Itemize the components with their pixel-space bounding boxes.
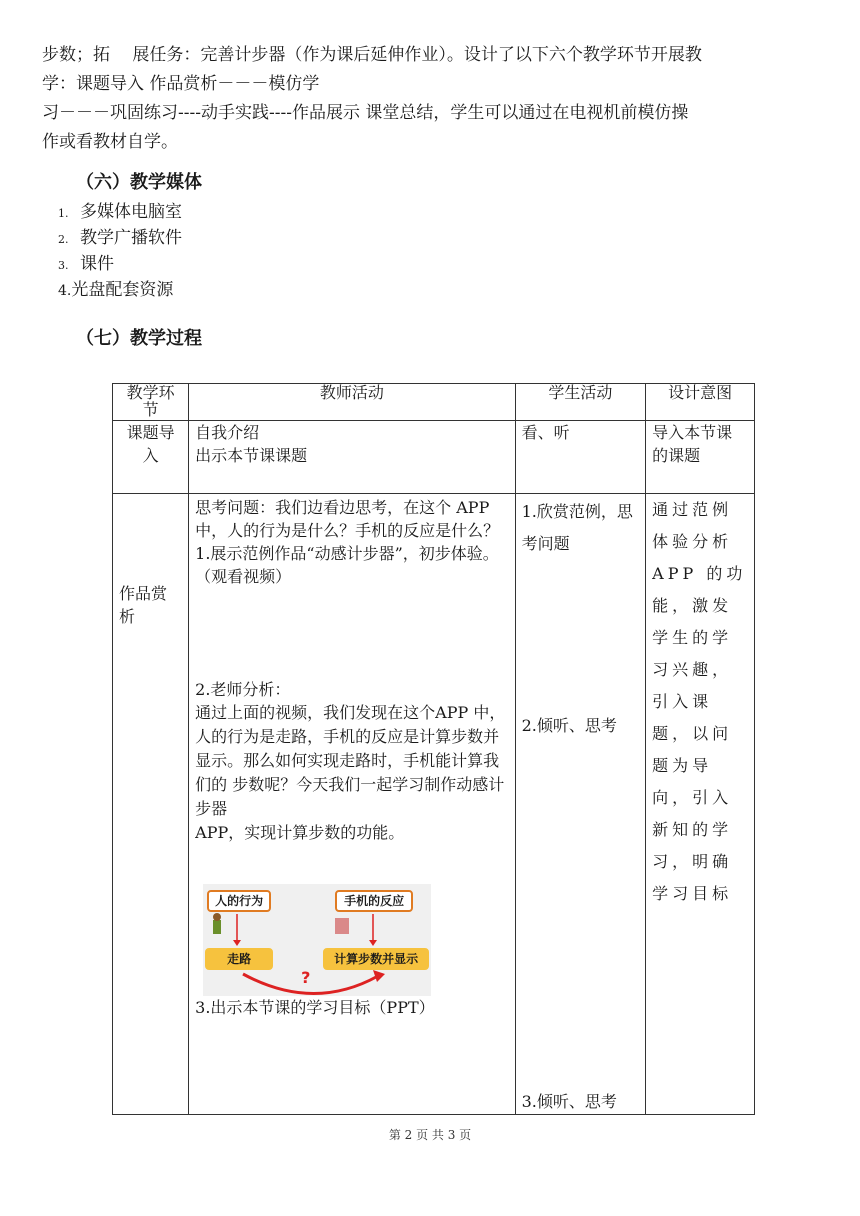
diagram-box-count: 计算步数并显示 [323,948,429,970]
table-row [113,421,755,494]
media-item [58,225,182,251]
teaching-process-table [112,383,755,1115]
teacher-paragraph-1b: （观看视频） [195,567,292,586]
page-footer: 第 2 页 共 3 页 [388,1128,472,1142]
table-header-row [113,384,755,421]
teacher-paragraph-2b: APP，实现计算步数的功能。 [195,823,405,842]
teacher-paragraph-3: 3.出示本节课的学习目标（PPT） [195,998,435,1017]
media-item-text: 教学广播软件 [80,228,182,248]
stage-cell [113,494,189,1115]
student-cell: 看、听 [515,421,646,494]
diagram-arrows [203,884,431,996]
stage-label: 作品赏析 [119,584,168,626]
stage-cell: 课题导入 [113,421,189,494]
diagram-box-behavior: 人的行为 [207,890,271,912]
design-cell [646,494,755,1115]
intro-line-3: 习－－－巩固练习----动手实践----作品展示 课堂总结，学生可以通过在电视机前模仿操 [42,103,689,123]
diagram-box-walk: 走路 [205,948,273,970]
media-item-number: 2. [58,233,69,246]
diagram-box-reaction: 手机的反应 [335,890,413,912]
media-item-number: 4. [58,283,72,299]
media-list [58,199,182,303]
student-activity-1: 1.欣赏范例，思考问题 [521,502,633,553]
media-item-text: 光盘配套资源 [71,280,174,300]
header-teacher: 教师活动 [189,384,515,421]
student-activity-2: 2.倾听、思考 [521,716,617,735]
teacher-cell [189,421,515,494]
intro-line-1: 步数；拓 展任务：完善计步器（作为课后延伸作业）。设计了以下六个教学环节开展教 [42,45,702,65]
teacher-paragraph-2-title: 2.老师分析： [195,680,291,699]
behavior-reaction-diagram [203,884,431,996]
teacher-paragraph-1: 思考问题：我们边看边思考，在这个 APP 中，人的行为是什么？手机的反应是什么？ 1.展示范例作品“动感计步器”，初步体验。 [195,498,532,563]
table-row [113,494,755,1115]
media-item [58,251,182,277]
student-activity-3: 3.倾听、思考 [521,1092,617,1111]
design-text: 通过范例体验分析APP 的功能，激发学生的学习兴趣，引入课题，以问题为导向，引入新知的学习，明确学习目标 [652,500,747,903]
media-item-number: 1. [58,207,69,220]
media-item-text: 课件 [80,254,114,274]
teacher-line: 出示本节课课题 [195,446,308,465]
header-stage: 教学环节 [113,384,189,421]
intro-line-2: 学：课题导入 作品赏析－－－模仿学 [42,74,320,94]
header-student: 学生活动 [515,384,646,421]
diagram-question-mark: ? [301,968,311,987]
media-item [58,199,182,225]
teacher-line: 自我介绍 [195,423,260,442]
section-6-title: （六）教学媒体 [76,172,202,193]
media-item-text: 多媒体电脑室 [80,202,182,222]
media-item [58,277,182,303]
section-7-title: （七）教学过程 [76,328,202,349]
student-cell [515,494,646,1115]
media-item-number: 3. [58,259,69,272]
intro-paragraph [42,41,832,157]
teacher-paragraph-2: 通过上面的视频，我们发现在这个APP 中，人的行为是走路，手机的反应是计算步数并显示。那么如何实现走路时，手机能计算我们的 步数呢？今天我们一起学习制作动感计步器 [195,703,506,818]
teacher-cell [189,494,532,1115]
intro-line-4: 作或看教材自学。 [42,132,178,152]
header-design: 设计意图 [646,384,755,421]
design-cell: 导入本节课的课题 [646,421,755,494]
